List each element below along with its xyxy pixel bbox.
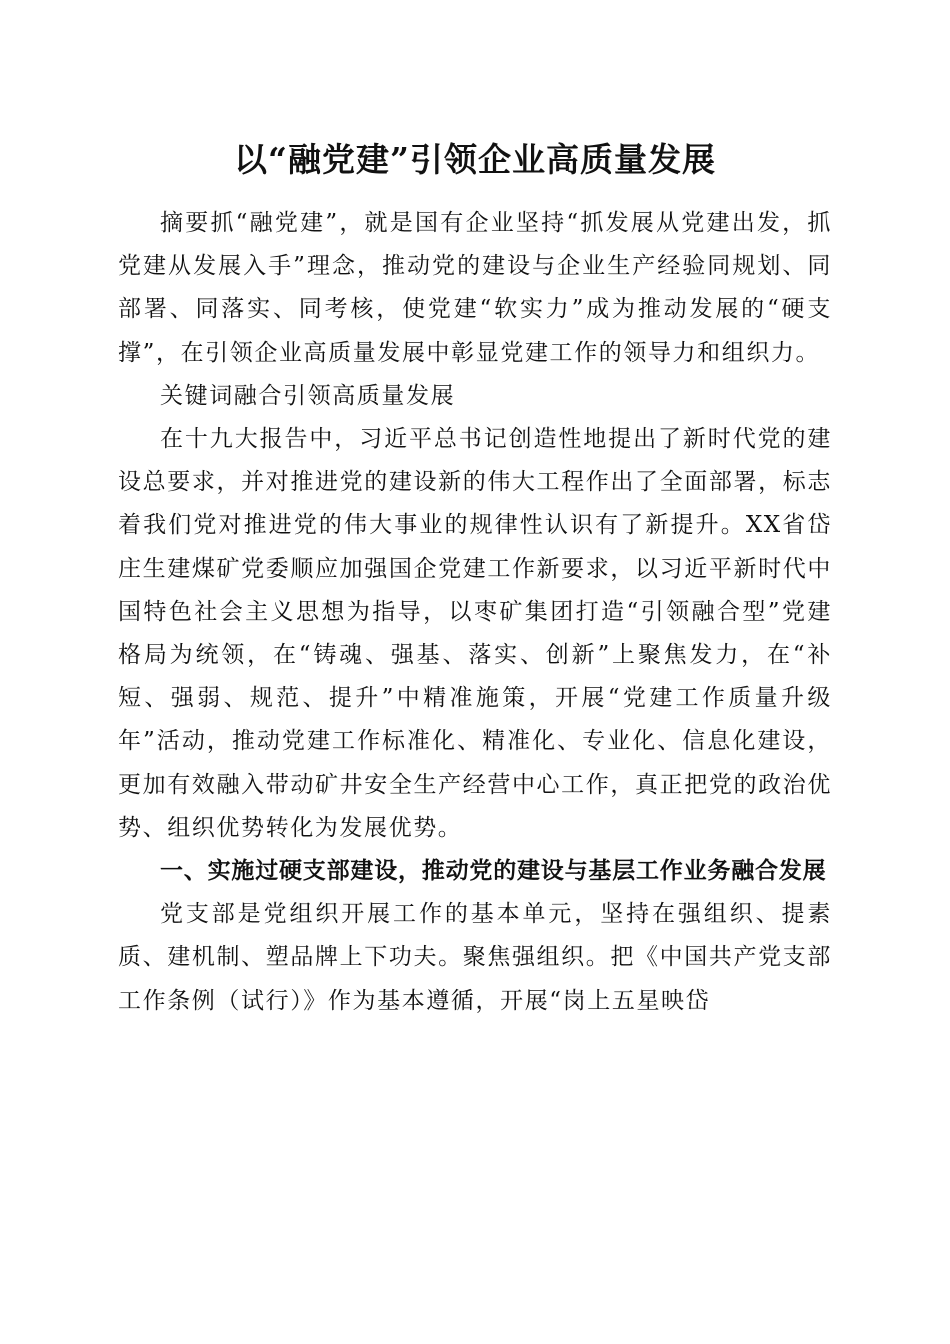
section-1-paragraph: 党支部是党组织开展工作的基本单元，坚持在强组织、提素质、建机制、塑品牌上下功夫。聚焦强组织。把《中国共产党支部工作条例（试行）》作为基本遵循，开展“岗上五星映岱 [118, 901, 832, 1014]
document-body [118, 202, 832, 1023]
section-1-heading: 一、实施过硬支部建设，推动党的建设与基层工作业务融合发展 [160, 858, 827, 885]
keywords-paragraph: 关键词融合引领高质量发展 [160, 382, 456, 409]
abstract-paragraph: 摘要抓“融党建”，就是国有企业坚持“抓发展从党建出发，抓党建从发展入手”理念，推动党的建设与企业生产经验同规划、同部署、同落实、同考核，使党建“软实力”成为推动发展的“硬支撑”，在引领企业高质量发展中彰显党建工作的领导力和组织力。 [118, 210, 832, 366]
intro-paragraph: 在十九大报告中，习近平总书记创造性地提出了新时代党的建设总要求，并对推进党的建设新的伟大工程作出了全面部署，标志着我们党对推进党的伟大事业的规律性认识有了新提升。XX省岱庄生建煤矿党委顺应加强国企党建工作新要求，以习近平新时代中国特色社会主义思想为指导，以枣矿集团打造“引领融合型”党建格局为统领，在“铸魂、强基、落实、创新”上聚焦发力，在“补短、强弱、规范、提升”中精准施策，开展“党建工作质量升级年”活动，推动党建工作标准化、精准化、专业化、信息化建设，更加有效融入带动矿井安全生产经营中心工作，真正把党的政治优势、组织优势转化为发展优势。 [118, 426, 832, 841]
document-title: 以“融党建”引领企业高质量发展 [234, 140, 716, 179]
